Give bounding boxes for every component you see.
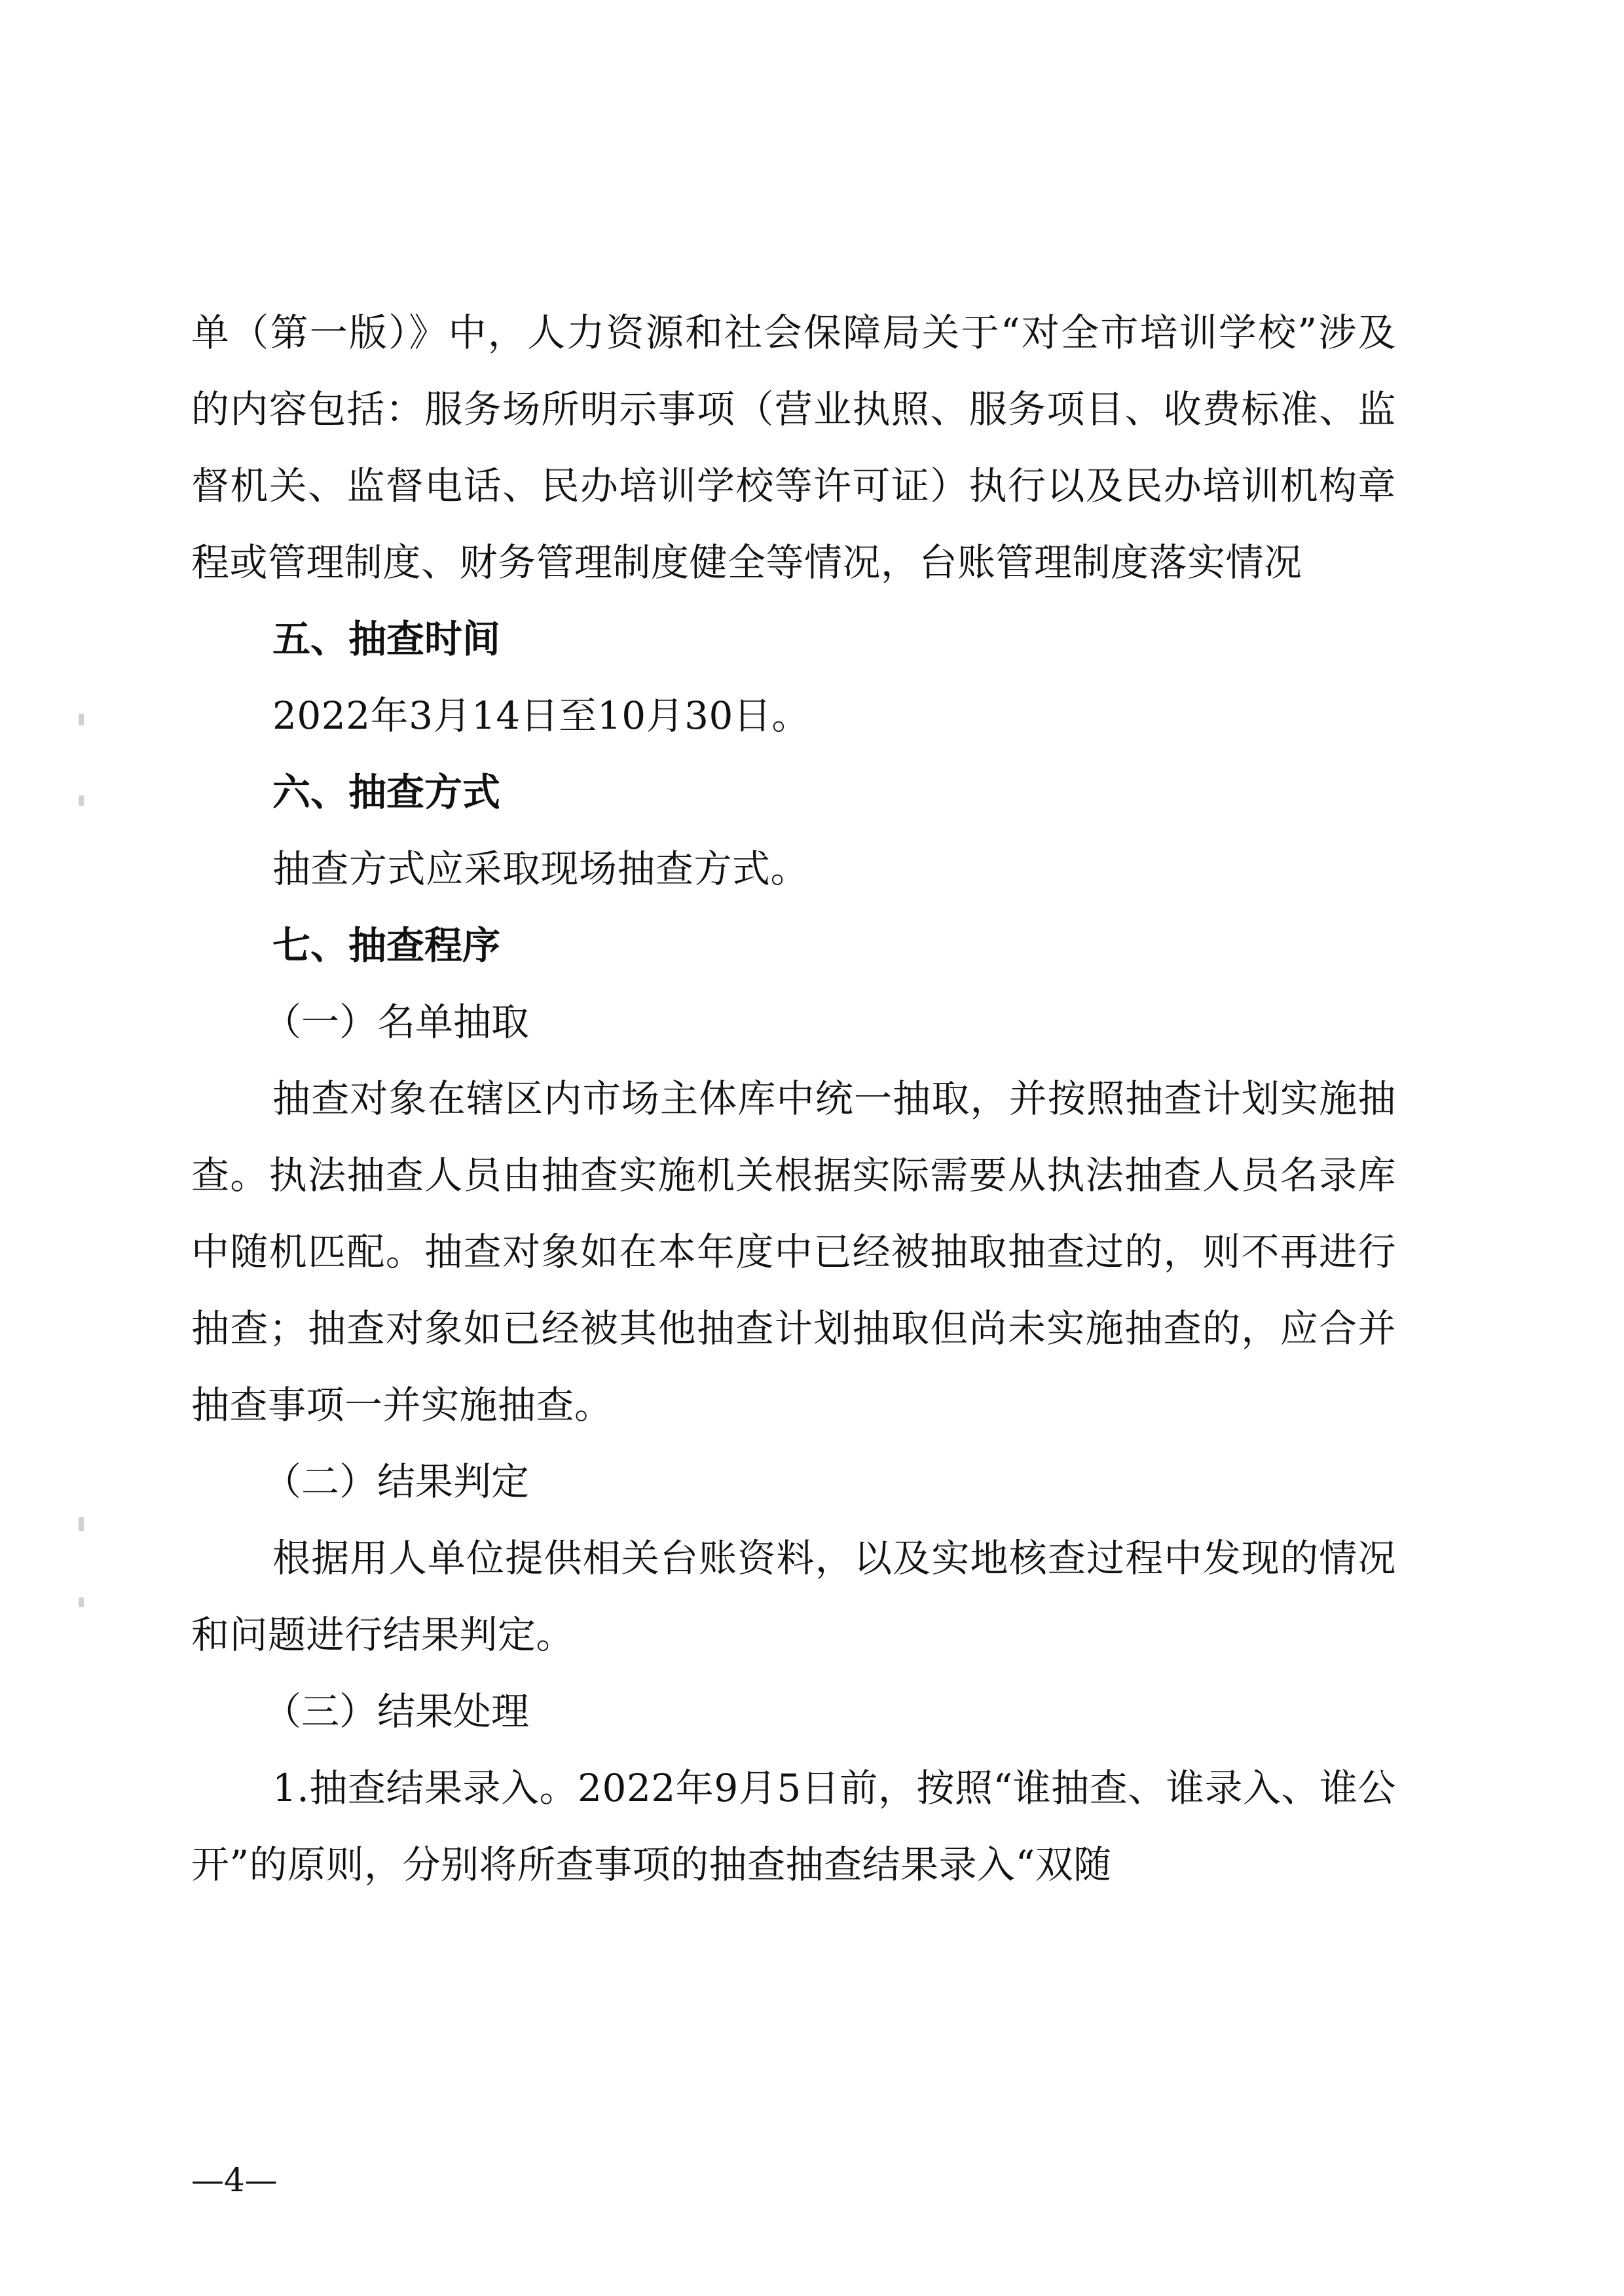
paragraph-list-extraction: 抽查对象在辖区内市场主体库中统一抽取，并按照抽查计划实施抽查。执法抽查人员由抽查实施机关根据实际需要从执法抽查人员名录库中随机匹配。抽查对象如在本年度中已经被抽取抽查过的，则不再进行抽查；抽查对象如已经被其他抽查计划抽取但尚未实施抽查的，应合并抽查事项一并实施抽查。 <box>191 1076 1396 1427</box>
heading-inspection-procedure: 七、抽查程序 <box>272 923 501 968</box>
paragraph-inspection-time: 2022年3月14日至10月30日。 <box>272 693 810 738</box>
heading-inspection-time: 五、抽查时间 <box>272 617 501 661</box>
subheading-list-extraction: （一）名单抽取 <box>263 1000 530 1044</box>
paragraph-result-entry: 1.抽查结果录入。2022年9月5日前，按照“谁抽查、谁录入、谁公开”的原则，分别将所查事项的抽查抽查结果录入“双随 <box>191 1766 1396 1887</box>
subheading-result-processing: （三）结果处理 <box>263 1689 530 1734</box>
subheading-result-determination: （二）结果判定 <box>263 1459 530 1504</box>
scan-mark <box>79 795 84 806</box>
scan-mark <box>79 714 84 725</box>
paragraph-inspection-method: 抽查方式应采取现场抽查方式。 <box>272 847 809 891</box>
document-content <box>191 295 1396 1903</box>
scan-mark <box>79 1517 84 1531</box>
paragraph-result-determination: 根据用人单位提供相关台账资料，以及实地核查过程中发现的情况和问题进行结果判定。 <box>191 1536 1396 1657</box>
paragraph-intro: 单（第一版）》中，人力资源和社会保障局关于“对全市培训学校”涉及的内容包括：服务场所明示事项（营业执照、服务项目、收费标准、监督机关、监督电话、民办培训学校等许可证）执行以及民办培训机构章程或管理制度、财务管理制度健全等情况，台账管理制度落实情况 <box>191 310 1396 585</box>
scan-mark <box>79 1597 84 1607</box>
page-number: —4— <box>191 2161 278 2199</box>
heading-inspection-method: 六、抽查方式 <box>272 770 501 814</box>
